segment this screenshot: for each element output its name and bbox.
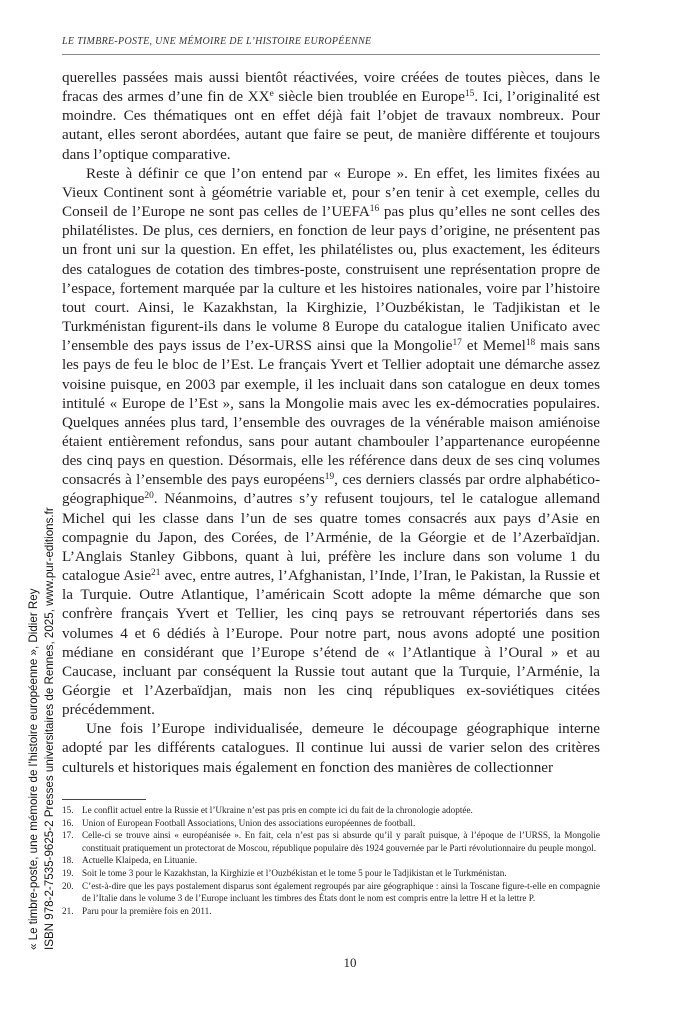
footnote-ref: 19 [324,472,335,483]
footnote: 15. Le conflit actuel entre la Russie et l’Ukraine n’est pas pris en compte ici du fait de la chronologie adoptée. [62,805,473,815]
footnote-ref: 17 [452,338,462,349]
footnote: 20. C’est-à-dire que les pays postalement disparus sont également regroupés par aire géographique : ainsi la Toscane figure-t-elle en compagnie de l’Italie dans le volume 3 de l’Europe incluant les timbres des États dont le nom est compris entre la lettre H et la lettre P. [62,880,600,904]
body-text [62,68,600,777]
footnote: 19. Soit le tome 3 pour le Kazakhstan, la Kirghizie et l’Ouzbékistan et le tome 5 pour le Tadjikistan et le Turkménistan. [62,867,507,878]
footnotes [62,804,600,917]
side-notice-line: « Le timbre-poste, une mémoire de l’histoire européenne », Didier Rey [27,588,40,950]
footnote-ref: 16 [369,203,380,214]
footnote-ref: 20 [144,491,154,502]
side-notice [26,507,58,950]
footnote-ref: 21 [151,567,161,578]
footnote-ref: 18 [525,338,536,349]
paragraph: querelles passées mais aussi bientôt réactivées, voire créées de toutes pièces, dans le fracas des armes d’une fin de XXe siècle bien troublée en Europe$^{15}$. Ici, l’originalité est moindre. Ces thématiques ont en effet déjà fait l’objet de travaux nombreux. Pour autant, elles seront abordées, autant que faire se peut, de manière différente et toujours dans l’optique comparative. [62,69,600,163]
side-notice-line: ISBN 978-2-7535-9625-2 Presses universitaires de Rennes, 2025, www.pur-editions.fr [43,507,56,950]
footnote: 17. Celle-ci se trouve ainsi « européanisée ». En fait, cela n’est pas si absurde qu’il y paraît puisque, à l’époque de l’URSS, la Mongolie constituait pratiquement un protectorat de Moscou, république populaire dès 1924 gouvernée par le Parti révolutionnaire du peuple mongol. [62,830,600,853]
footnote-ref: 15 [464,89,475,99]
paragraph: Une fois l’Europe individualisée, demeure le découpage géographique interne adopté par les différents catalogues. Il continue lui aussi de varier selon des critères culturels et historiques mais également en fonction des manières de collectionner [62,720,600,776]
paragraph: Reste à définir ce que l’on entend par « Europe ». En effet, les limites fixées au Vieux Continent sont à géométrie variable et, pour s’en tenir à cet exemple, celles du Conseil de l’Europe ne sont pas celles de l’UEFA$^{16}$ pas plus qu’elles ne sont celles des philatélistes. De plus, ces derniers, en fonction de leur pays d’origine, ne présentent pas un front uni sur la question. En effet, les philatélistes ou, plus exactement, les éditeurs des catalogues de cotation des timbres-poste, construisent une représentation propre de l’espace, fortement marquée par la culture et les histoires nationales, voire par l’histoire tout court. Ainsi, le Kazakhstan, la Kirghizie, l’Ouzbékistan, le Tadjikistan et le Turkménistan figurent-ils dans le volume 8 Europe du catalogue italien Unificato avec l’ensemble des pays issus de l’ex-URSS ainsi que la Mongolie$^{17}$ et Memel$^{18}$ mais sans les pays de feu le bloc de l’Est. Le français Yvert et Tellier adoptait une démarche assez voisine puisque, en 2003 par exemple, il les incluait dans son catalogue en deux tomes intitulé « Europe de l’Est », sans la Mongolie mais avec les ex-démocraties populaires. Quelques années plus tard, l’ensemble des ouvrages de la vénérable maison amiénoise étaient entièrement refondus, sans pour autant chambouler l’appartenance européenne des cinq pays en question. Désormais, elle les référence dans deux de ses cinq volumes consacrés à l’ensemble des pays européens$^{19}$, ces derniers classés par ordre alphabético-géographique$^{20}$. Néanmoins, d’autres s’y refusent toujours, tel le catalogue allemand Michel qui les classe dans l’un de ses quatre tomes consacrés aux pays d’Asie en compagnie du Japon, des Corées, de l’Arménie, de la Géorgie et de l’Azerbaïdjan. L’Anglais Stanley Gibbons, quant à lui, préfère les inclure dans son volume 1 du catalogue Asie$^{21}$ avec, entre autres, l’Afghanistan, l’Inde, l’Iran, le Pakistan, la Russie et la Turquie. Outre Atlantique, l’américain Scott adopte la même démarche que son confrère français Yvert et Tellier, les cinq pays se retrouvant répertoriés dans ses volumes 4 et 6 dédiés à l’Europe. Pour notre part, nous avons adopté une position médiane en considérant que l’Europe s’étend de « l’Atlantique à l’Oural » et au Caucase, incluant par conséquent la Russie tout autant que la Turquie, l’Arménie, la Géorgie et l’Azerbaïdjan, mais non les cinq républiques ex-soviétiques citées précédemment. [62,164,601,719]
footnote: 16. Union of European Football Associations, Union des associations européennes de football. [62,817,416,828]
century-superscript: e [269,89,274,99]
page-number: 10 [343,955,357,970]
running-head: LE TIMBRE-POSTE, UNE MÉMOIRE DE L’HISTOIRE EUROPÉENNE [62,36,372,47]
footnote: 18. Actuelle Klaipeda, en Lituanie. [62,855,198,866]
footnote: 21. Paru pour la première fois en 2011. [62,905,212,916]
footnote-rule [62,799,146,800]
header-rule [62,54,600,55]
